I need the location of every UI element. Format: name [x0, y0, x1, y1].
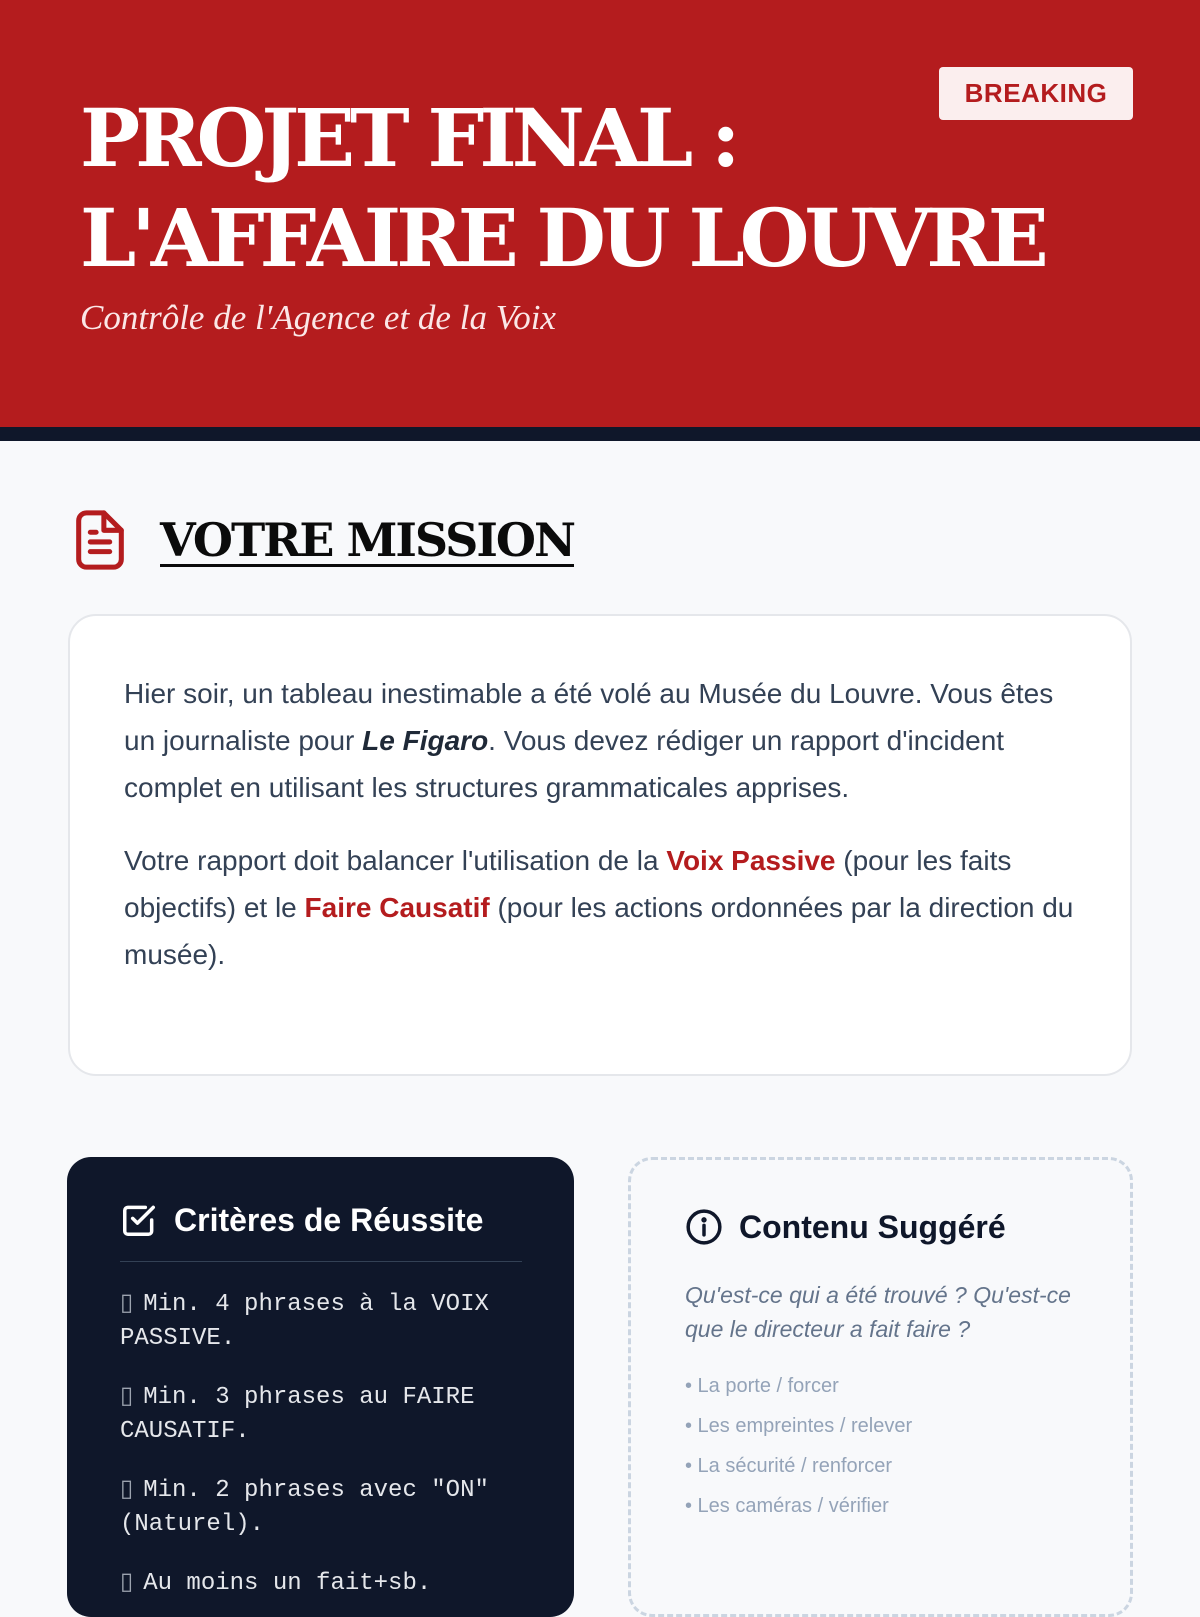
mission-text: (pour les actions ordonnées par la direction du musée).	[124, 892, 1074, 970]
mission-text: Hier soir, un tableau inestimable a été volé au Musée du Louvre. Vous êtes un journaliste pour	[124, 678, 1054, 756]
criteria-card	[67, 1157, 574, 1617]
criteria-item	[120, 1474, 522, 1542]
mission-paragraph-2	[124, 837, 1078, 978]
mission-paragraph-1	[124, 670, 1078, 811]
criteria-text: Min. 2 phrases avec "ON" (Naturel).	[120, 1477, 489, 1538]
breaking-badge: BREAKING	[939, 67, 1133, 120]
criteria-text: Au moins un fait+sb.	[143, 1570, 432, 1597]
mission-text: . Vous devez rédiger un rapport d'incident complet en utilisant les structures grammaticales apprises.	[124, 725, 1005, 803]
criteria-text: Min. 3 phrases au FAIRE CAUSATIF.	[120, 1384, 475, 1445]
guiding-questions: Qu'est-ce qui a été trouvé ? Qu'est-ce que le directeur a fait faire ?	[685, 1282, 1071, 1342]
mission-text: (pour les faits objectifs) et le	[124, 845, 1012, 923]
info-icon	[685, 1208, 723, 1246]
criteria-heading	[120, 1201, 522, 1262]
term-faire-causatif: Faire Causatif	[304, 892, 490, 923]
criteria-item	[120, 1288, 522, 1356]
criteria-text: Min. 4 phrases à la VOIX PASSIVE.	[120, 1291, 489, 1352]
document-icon	[74, 509, 126, 571]
title-line-1: PROJET FINAL :	[80, 91, 736, 185]
mission-text: Votre rapport doit balancer l'utilisation de la	[124, 845, 667, 876]
hint-list	[685, 1366, 1078, 1526]
suggested-heading	[685, 1208, 1078, 1246]
mission-title: VOTRE MISSION	[160, 513, 574, 567]
mission-heading	[74, 508, 574, 572]
checkbox-glyph-icon: ▯	[120, 1570, 134, 1597]
hint-item: • Les caméras / vérifier	[685, 1495, 889, 1517]
checkbox-glyph-icon: ▯	[120, 1477, 134, 1504]
hint-item: • Les empreintes / relever	[685, 1415, 913, 1437]
criteria-list	[120, 1288, 522, 1601]
title-line-2: L'AFFAIRE DU LOUVRE	[80, 191, 1044, 285]
hero-banner	[0, 0, 1200, 441]
suggested-content-card	[628, 1157, 1133, 1617]
newspaper-name: Le Figaro	[362, 725, 489, 756]
term-voix-passive: Voix Passive	[666, 845, 836, 876]
criteria-item	[120, 1567, 522, 1601]
criteria-title: Critères de Réussite	[174, 1201, 484, 1238]
criteria-item	[120, 1381, 522, 1449]
hint-item: • La sécurité / renforcer	[685, 1455, 893, 1477]
checkbox-glyph-icon: ▯	[120, 1291, 134, 1318]
checkbox-icon	[120, 1201, 158, 1239]
hint-item: • La porte / forcer	[685, 1375, 839, 1397]
checkbox-glyph-icon: ▯	[120, 1384, 134, 1411]
mission-card	[68, 614, 1132, 1076]
suggested-title: Contenu Suggéré	[739, 1208, 1006, 1245]
page-subtitle: Contrôle de l'Agence et de la Voix	[80, 298, 556, 337]
